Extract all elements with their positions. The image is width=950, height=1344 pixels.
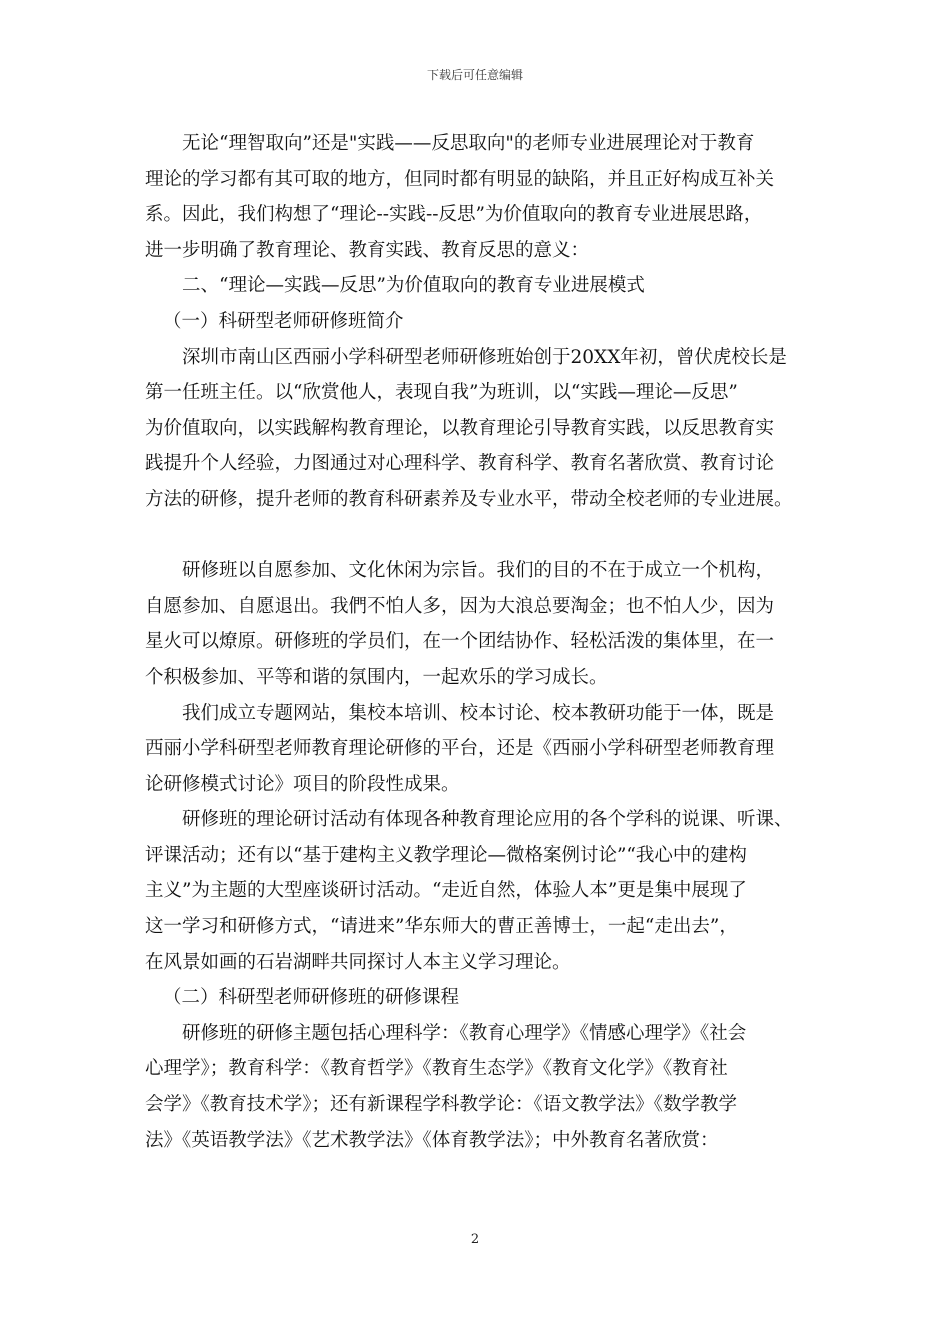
blank-line (145, 518, 810, 554)
page-header: 下载后可任意编辑 (426, 68, 523, 82)
page-number: 2 (470, 1232, 480, 1247)
paragraph-activities: 研修班的理论研讨活动有体现各种教育理论应用的各个学科的说课、听课、 评课活动；还有以“基于建构主义教学理论—微格案例讨论”“我心中的建构 主义”为主题的大型座谈研讨活动。“走近自然，体验人本”更是集中展现了 这一学习和研修方式，“请进来”华东师大的曹正善博士，一起“走出去”， 在风景如画的石岩湖畔共同探讨人本主义学习理论。 (145, 809, 793, 973)
paragraph-theory-orientation: 无论“理智取向”还是"实践——反思取向"的老师专业进展理论对于教育 理论的学习都有其可取的地方，但同时都有明显的缺陷，并且正好构成互补关 系。因此，我们构想了“理论--实践--反思”为价值取向的教育专业进展思路， 进一步明确了教育理论、教育实践、教育反思的意义： (145, 133, 775, 261)
section-heading-2: 二、“理论—实践—反思”为价值取向的教育专业进展模式 (182, 275, 645, 297)
paragraph-class-intro: 深圳市南山区西丽小学科研型老师研修班始创于20XX年初，曾伏虎校长是 第一任班主任。以“欣赏他人，表现自我”为班训，以“实践—理论—反思” 为价值取向，以实践解构教育理论，以教育理论引导教育实践，以反思教育实 践提升个人经验，力图通过对心理科学、教育科学、教育名著欣赏、教育讨论 方法的研修，提升老师的教育科研素养及专业水平，带动全校老师的专业进展。 (145, 346, 793, 510)
paragraph-curriculum: 研修班的研修主题包括心理科学：《教育心理学》《情感心理学》《社会 心理学》；教育科学：《教育哲学》《教育生态学》《教育文化学》《教育社 会学》《教育技术学》；还有新课程学科教学论：《语文教学法》《数学教学 法》《英语教学法》《艺术教学法》《体育教学法》；中外教育名著欣赏： (145, 1022, 747, 1151)
subsection-heading-2: （二）科研型老师研修班的研修课程 (163, 987, 460, 1009)
paragraph-voluntary: 研修班以自愿参加、文化休闲为宗旨。我们的目的不在于成立一个机构， 自愿参加、自愿退出。我們不怕人多，因为大浪总要淘金；也不怕人少，因为 星火可以燎原。研修班的学员们，在一个团结协作、轻松活泼的集体里，在一 个积极参加、平等和谐的氛围内，一起欢乐的学习成长。 (145, 560, 775, 688)
document-body (145, 126, 810, 1158)
subsection-heading-1: （一）科研型老师研修班简介 (163, 310, 404, 332)
paragraph-website: 我们成立专题网站，集校本培训、校本讨论、校本教研功能于一体，既是 西丽小学科研型老师教育理论研修的平台，还是《西丽小学科研型老师教育理 论研修模式讨论》项目的阶段性成果。 (145, 702, 775, 795)
